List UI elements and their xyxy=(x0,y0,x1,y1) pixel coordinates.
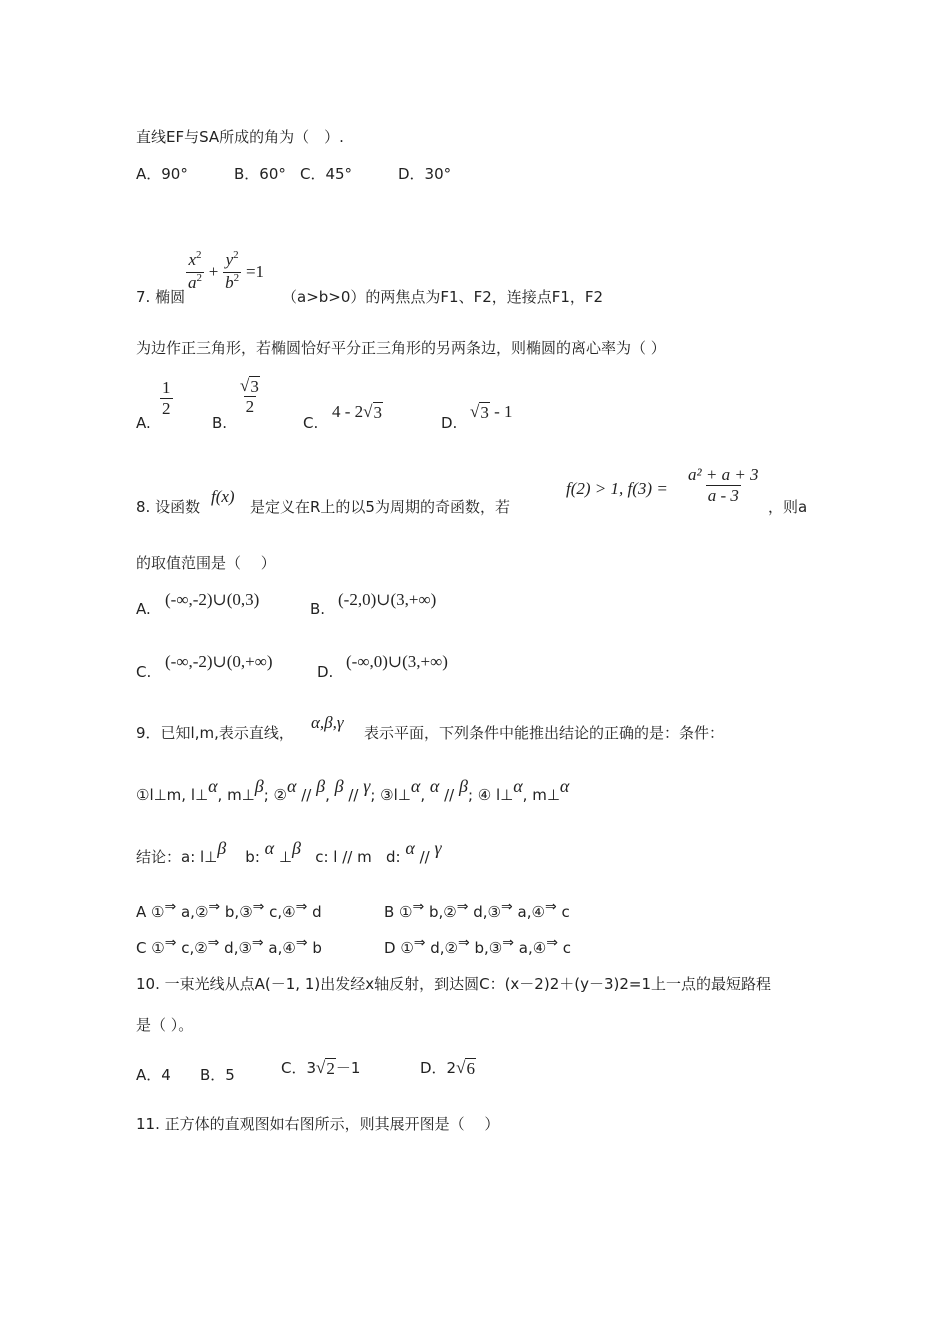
q9-answer-option-b: B ①⇒ b,②⇒ d,③⇒ a,④⇒ c xyxy=(384,899,570,921)
q6-stem: 直线EF与SA所成的角为（ ）. xyxy=(136,128,344,146)
q6-option-a: A．90° xyxy=(136,165,188,183)
q9-conclusions: 结论：a: l⊥β b: α ⊥β c: l // m d: α // γ xyxy=(136,838,442,866)
q8-stem-mid: 是定义在R上的以5为周期的奇函数，若 xyxy=(250,498,510,516)
q7-ellipse-equation: $\frac{x^2}{a^2}$ + $\frac{y^2}{b^2}$ =1 xyxy=(186,250,264,295)
q7-prefix: 7. 椭圆 xyxy=(136,288,186,306)
q6-option-b: B．60° xyxy=(234,165,286,183)
q9-greek-planes: α,β,γ xyxy=(311,713,344,732)
q11-stem: 11. 正方体的直观图如右图所示，则其展开图是（ ） xyxy=(136,1115,500,1133)
q7-option-a-label: A. xyxy=(136,414,151,432)
q8-option-a-label: A. xyxy=(136,600,151,618)
q8-option-c-value: (-∞,-2)∪(0,+∞) xyxy=(165,652,273,671)
q8-condition: f(2) > 1, f(3) = xyxy=(566,479,668,498)
q9-answer-option-a: A ①⇒ a,②⇒ b,③⇒ c,④⇒ d xyxy=(136,899,322,921)
q10-stem-line2: 是（ ）。 xyxy=(136,1016,194,1034)
q8-option-b-value: (-2,0)∪(3,+∞) xyxy=(338,590,437,609)
q8-option-d-label: D. xyxy=(317,663,334,681)
q7-option-a-value: $\frac{1}{2}$ xyxy=(162,378,171,418)
q8-stem-line2: 的取值范围是（ ） xyxy=(136,554,276,572)
q8-fx: f(x) xyxy=(211,487,235,506)
q7-option-b-value: √ 3 2 xyxy=(240,376,259,416)
q8-fraction: $\frac{\text{a² + a + 3}}{a - 3}$ xyxy=(688,465,759,505)
q9-answer-option-d: D ①⇒ d,②⇒ b,③⇒ a,④⇒ c xyxy=(384,935,571,957)
q10-option-d: D．2√ 6 xyxy=(420,1058,475,1078)
q7-option-c-value: 4 - 2√ 3 xyxy=(332,402,383,422)
q7-option-d-value: √ 3 - 1 xyxy=(470,402,513,422)
q8-option-c-label: C. xyxy=(136,663,152,681)
q7-option-d-label: D. xyxy=(441,414,458,432)
q9-conditions: ①l⊥m, l⊥α, m⊥β; ②α // β, β // γ; ③l⊥α, α // β; ④ l⊥α, m⊥α xyxy=(136,776,570,804)
q8-prefix: 8. 设函数 xyxy=(136,498,201,516)
q7-option-c-label: C. xyxy=(303,414,319,432)
q9-prefix: 9．已知l,m,表示直线， xyxy=(136,724,294,742)
q7-stem-line2: 为边作正三角形，若椭圆恰好平分正三角形的另两条边，则椭圆的离心率为（ ） xyxy=(136,339,666,357)
q6-option-d: D．30° xyxy=(398,165,452,183)
q8-option-a-value: (-∞,-2)∪(0,3) xyxy=(165,590,260,609)
q7-option-b-label: B. xyxy=(212,414,228,432)
q7-condition: （a>b>0）的两焦点为F1、F2，连接点F1，F2 xyxy=(282,288,604,306)
q10-option-b: B．5 xyxy=(200,1066,235,1084)
q8-option-d-value: (-∞,0)∪(3,+∞) xyxy=(346,652,448,671)
q10-option-c: C．3√ 2 －1 xyxy=(281,1058,361,1078)
q10-stem-line1: 10. 一束光线从点A(－1, 1)出发经x轴反射，到达圆C：(x－2)2＋(y－3)2=1上一点的最短路程 xyxy=(136,975,772,993)
q6-option-c: C．45° xyxy=(300,165,353,183)
q9-suffix: 表示平面，下列条件中能推出结论的正确的是：条件： xyxy=(364,724,725,742)
q8-option-b-label: B. xyxy=(310,600,326,618)
q8-suffix: ，则a xyxy=(768,498,808,516)
q9-answer-option-c: C ①⇒ c,②⇒ d,③⇒ a,④⇒ b xyxy=(136,935,322,957)
q10-option-a: A．4 xyxy=(136,1066,171,1084)
